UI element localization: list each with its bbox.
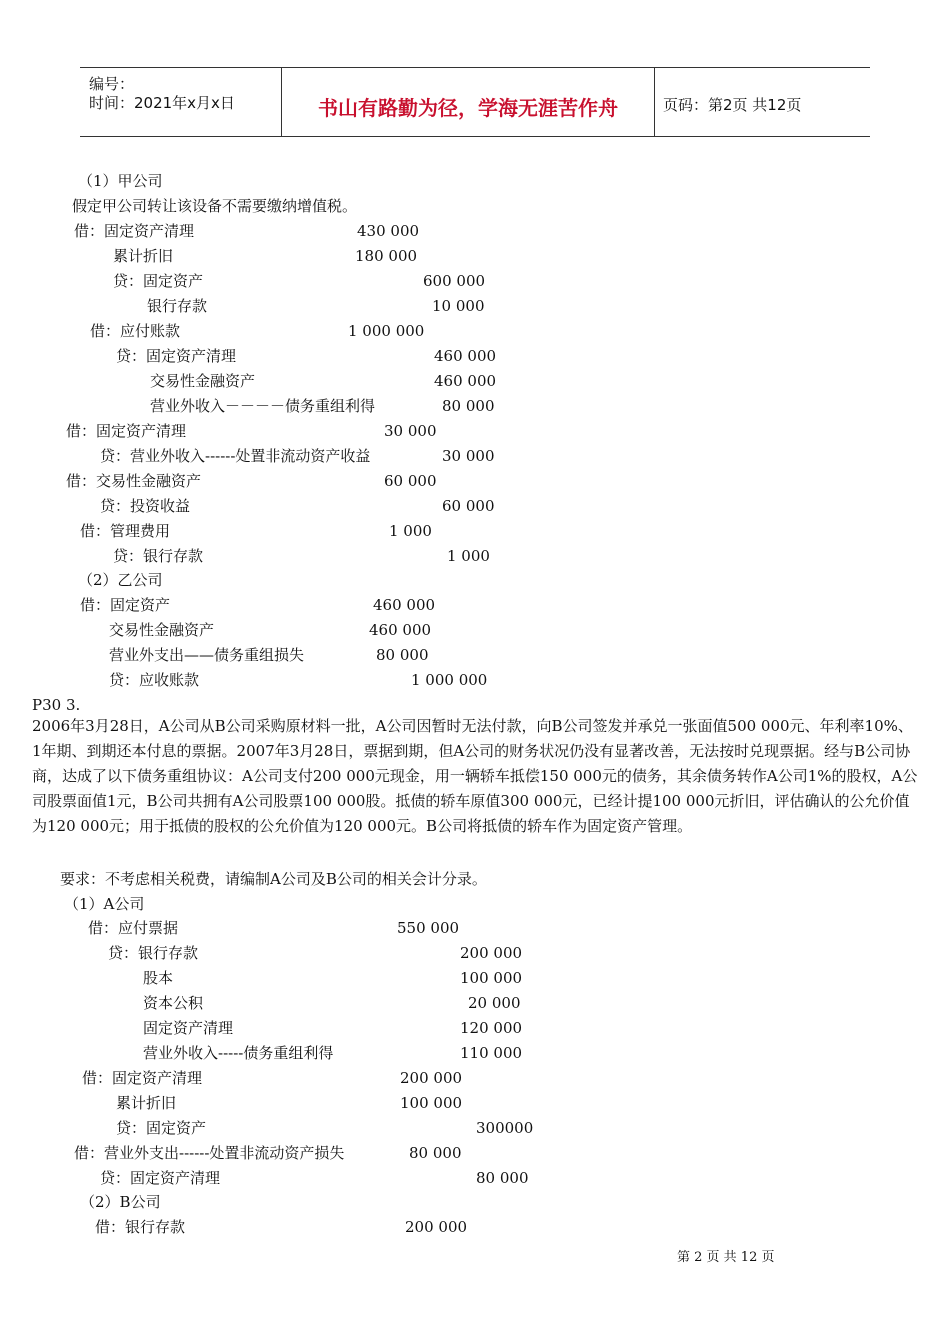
entry-amount: 30 000 [442, 447, 495, 465]
entry-amount: 30 000 [384, 422, 437, 440]
entry-amount: 80 000 [409, 1144, 462, 1162]
entry-amount: 460 000 [369, 621, 432, 639]
entry-amount: 200 000 [400, 1069, 463, 1087]
page-footer: 第 2 页 共 12 页 [677, 1250, 775, 1265]
entry-amount: 100 000 [460, 969, 523, 987]
page-header [80, 67, 870, 137]
entry-account: 交易性金融资产 [150, 372, 256, 390]
entry-account: 营业外收入－－－－债务重组利得 [150, 397, 376, 415]
entry-amount: 200 000 [460, 944, 523, 962]
entry-account: 营业外收入-----债务重组利得 [143, 1044, 334, 1062]
document-date-label: 时间：2021年x月x日 [89, 94, 235, 112]
entry-account: 贷：营业外收入------处置非流动资产收益 [100, 447, 371, 465]
entry-account: 借：银行存款 [95, 1218, 186, 1236]
entry-amount: 80 000 [476, 1169, 529, 1187]
entry-account: 借：营业外支出------处置非流动资产损失 [74, 1144, 345, 1162]
entry-amount: 180 000 [355, 247, 418, 265]
entry-account: 借：固定资产清理 [74, 222, 195, 240]
entry-amount: 110 000 [460, 1044, 523, 1062]
entry-account: 借：固定资产清理 [82, 1069, 203, 1087]
document-number-label: 编号： [89, 75, 135, 93]
entry-amount: 460 000 [373, 596, 436, 614]
entry-account: 股本 [143, 969, 174, 987]
entry-account: 贷：固定资产 [113, 272, 204, 290]
entry-amount: 60 000 [442, 497, 495, 515]
entry-account: 资本公积 [143, 994, 204, 1012]
motto-text: 书山有路勤为径，学海无涯苦作舟 [318, 96, 618, 120]
entry-account: 贷：固定资产清理 [116, 347, 237, 365]
entry-account: 贷：投资收益 [100, 497, 191, 515]
header-page-info: 页码：第2页 共12页 [663, 96, 802, 114]
entry-account: 借：应付账款 [90, 322, 181, 340]
header-motto-cell [282, 68, 655, 136]
section-label: （2）乙公司 [78, 571, 163, 589]
entry-amount: 100 000 [400, 1094, 463, 1112]
entry-account: 贷：银行存款 [113, 547, 204, 565]
entry-amount: 1 000 000 [411, 671, 488, 689]
requirement: 要求：不考虑相关税费，请编制A公司及B公司的相关会计分录。 [60, 870, 487, 888]
problem-paragraph: 2006年3月28日，A公司从B公司采购原材料一批，A公司因暂时无法付款，向B公司签发并承兑一张面值500 000元、年利率10%、1年期、到期还本付息的票据。2007年3月28日，票据到期，但A公司的财务状况仍没有显著改善，无法按时兑现票据。经与B公司协商，达成了以下债务重组协议：A公司支付200 000元现金，用一辆轿车抵偿150 000元的债务，其余债务转作A公司1%的股权，A公司股票面值1元，B公司共拥有A公司股票100 000股。抵债的轿车原值300 000元，已经计提100 000元折旧，评估确认的公允价值为120 000元；用于抵债的股权的公允价值为120 000元。B公司将抵债的轿车作为固定资产管理。 [32, 717, 918, 835]
entry-amount: 60 000 [384, 472, 437, 490]
entry-account: 借：固定资产清理 [66, 422, 187, 440]
entry-account: 银行存款 [147, 297, 208, 315]
header-page-cell [655, 68, 869, 136]
entry-account: 借：应付票据 [88, 919, 179, 937]
header-left-cell [80, 68, 282, 136]
entry-account: 贷：应收账款 [109, 671, 200, 689]
entry-amount: 430 000 [357, 222, 420, 240]
entry-amount: 200 000 [405, 1218, 468, 1236]
entry-amount: 300000 [476, 1119, 534, 1137]
entry-account: 借：交易性金融资产 [66, 472, 202, 490]
entry-account: 贷：固定资产清理 [100, 1169, 221, 1187]
section-label: （1）A公司 [64, 895, 145, 913]
entry-amount: 460 000 [434, 347, 497, 365]
note-line: 假定甲公司转让该设备不需要缴纳增值税。 [72, 197, 358, 215]
entry-amount: 1 000 000 [348, 322, 425, 340]
entry-amount: 1 000 [389, 522, 432, 540]
entry-amount: 80 000 [376, 646, 429, 664]
entry-amount: 10 000 [432, 297, 485, 315]
entry-amount: 80 000 [442, 397, 495, 415]
entry-account: 借：管理费用 [80, 522, 171, 540]
entry-account: 借：固定资产 [80, 596, 171, 614]
section-label: （2）B公司 [80, 1193, 161, 1211]
entry-account: 累计折旧 [113, 247, 174, 265]
section-label: （1）甲公司 [78, 172, 163, 190]
entry-amount: 600 000 [423, 272, 486, 290]
entry-amount: 120 000 [460, 1019, 523, 1037]
problem-ref: P30 3. [32, 696, 81, 714]
entry-amount: 1 000 [447, 547, 490, 565]
entry-amount: 460 000 [434, 372, 497, 390]
entry-amount: 20 000 [468, 994, 521, 1012]
entry-amount: 550 000 [397, 919, 460, 937]
entry-account: 营业外支出——债务重组损失 [109, 646, 305, 664]
entry-account: 累计折旧 [116, 1094, 177, 1112]
entry-account: 交易性金融资产 [109, 621, 215, 639]
entry-account: 贷：银行存款 [108, 944, 199, 962]
entry-account: 固定资产清理 [143, 1019, 234, 1037]
entry-account: 贷：固定资产 [116, 1119, 207, 1137]
